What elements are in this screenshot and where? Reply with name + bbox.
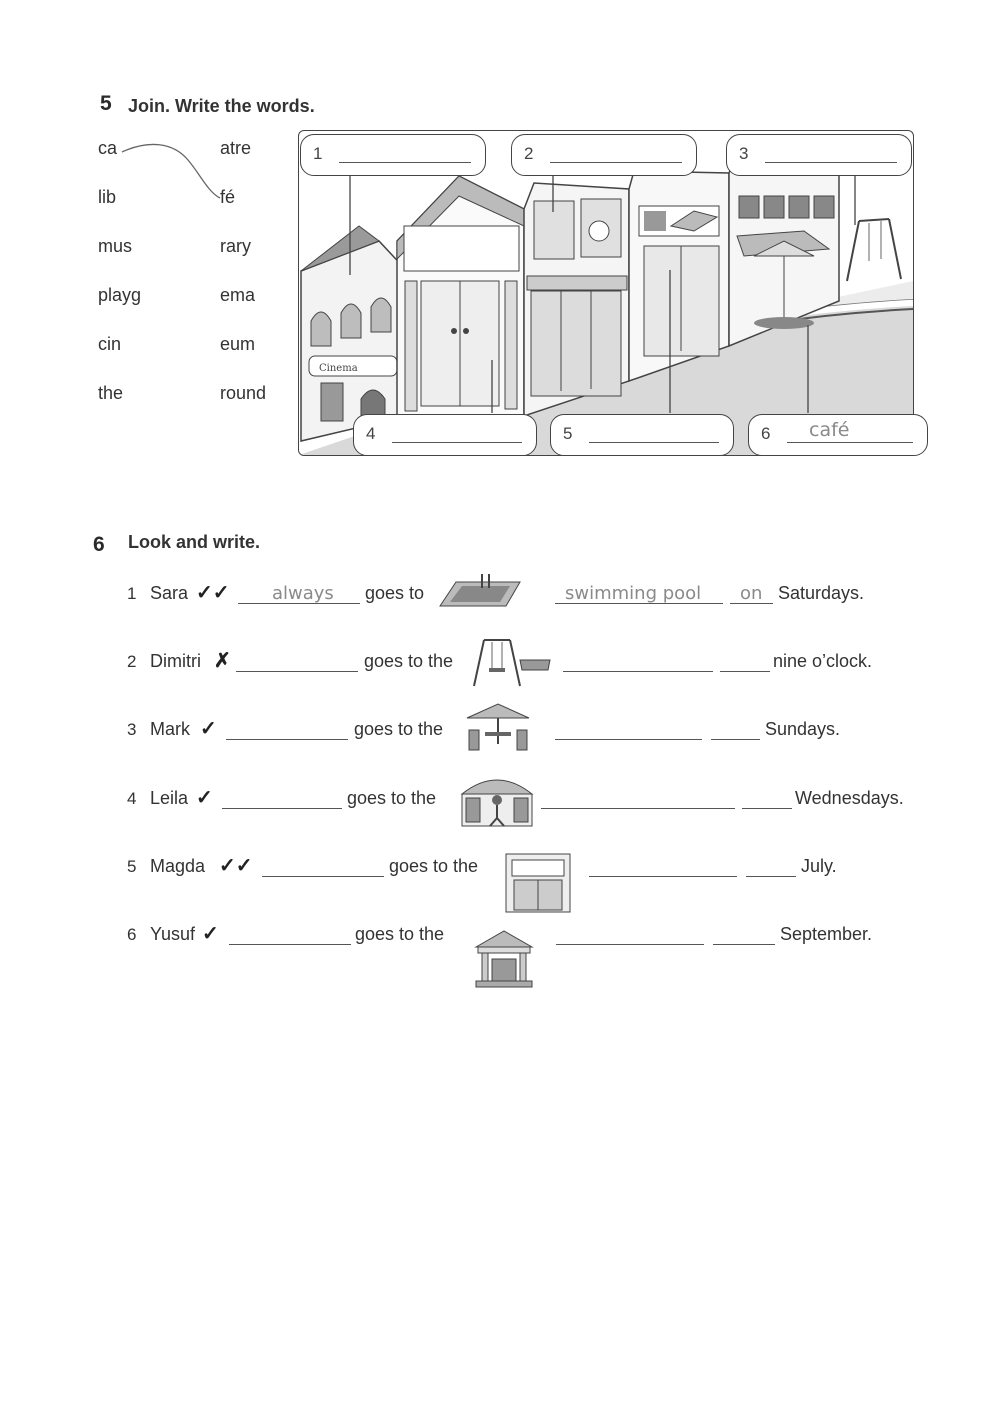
answer-blank-6[interactable] <box>787 442 913 443</box>
row-end-text: Sundays. <box>765 719 841 739</box>
place-blank[interactable] <box>541 808 735 809</box>
goes-to-text: goes to the <box>354 719 444 739</box>
label-box-4 <box>353 414 537 456</box>
row-number: 2 <box>127 652 137 671</box>
syllable-right: round <box>220 383 267 403</box>
playground-icon <box>470 634 552 688</box>
example-preposition: on <box>740 583 763 604</box>
preposition-blank[interactable] <box>746 876 796 877</box>
example-answer: café <box>809 419 850 441</box>
row-end-text: Saturdays. <box>778 583 865 603</box>
row-name: Magda <box>150 856 206 876</box>
answer-blank-2[interactable] <box>550 162 682 163</box>
goes-to-text: goes to the <box>364 651 454 671</box>
frequency-mark: ✓✓ <box>219 855 253 877</box>
frequency-mark: ✓ <box>200 718 217 740</box>
join-line <box>118 140 228 210</box>
exercise-5-title: Join. Write the words. <box>128 96 315 116</box>
label-number: 6 <box>761 424 771 443</box>
theatre-icon <box>504 852 572 914</box>
adverb-blank[interactable] <box>222 808 342 809</box>
label-box-1 <box>300 134 486 176</box>
preposition-blank[interactable] <box>713 944 775 945</box>
answer-blank-5[interactable] <box>589 442 719 443</box>
frequency-mark: ✓ <box>202 923 219 945</box>
syllable-left: the <box>98 383 124 403</box>
label-number: 4 <box>366 424 376 443</box>
label-box-3 <box>726 134 912 176</box>
example-adverb: always <box>272 583 334 604</box>
place-blank[interactable] <box>589 876 737 877</box>
swimming-pool-icon <box>436 572 522 610</box>
label-box-6 <box>748 414 928 456</box>
row-number: 4 <box>127 789 137 808</box>
goes-to-text: goes to the <box>347 788 437 808</box>
cafe-icon <box>461 700 535 754</box>
label-number: 3 <box>739 144 749 163</box>
exercise-5-number: 5 <box>100 92 112 115</box>
label-number: 2 <box>524 144 534 163</box>
row-name: Mark <box>150 719 190 739</box>
syllable-right: ema <box>220 285 256 305</box>
cinema-icon <box>458 770 536 828</box>
row-end-text: July. <box>801 856 837 876</box>
answer-blank-4[interactable] <box>392 442 522 443</box>
syllable-left: lib <box>98 187 117 207</box>
example-place: swimming pool <box>565 583 702 604</box>
place-blank[interactable] <box>563 671 713 672</box>
syllable-left: mus <box>98 236 133 256</box>
museum-icon <box>474 929 534 989</box>
row-name: Dimitri <box>150 651 201 671</box>
svg-text:Cinema: Cinema <box>319 363 358 374</box>
adverb-blank[interactable] <box>229 944 351 945</box>
syllable-left: playg <box>98 285 142 305</box>
label-box-2 <box>511 134 697 176</box>
syllable-right: rary <box>220 236 251 256</box>
adverb-blank[interactable] <box>262 876 384 877</box>
syllable-left: ca <box>98 138 118 158</box>
row-number: 5 <box>127 857 137 876</box>
label-pointers <box>298 130 912 454</box>
frequency-mark: ✗ <box>214 650 231 672</box>
preposition-blank[interactable] <box>711 739 760 740</box>
exercise-6-title: Look and write. <box>128 532 261 552</box>
answer-blank-1[interactable] <box>339 162 471 163</box>
row-end-text: September. <box>780 924 873 944</box>
exercise-6-number: 6 <box>93 533 105 556</box>
goes-to-text: goes to <box>365 583 425 603</box>
row-name: Leila <box>150 788 189 808</box>
frequency-mark: ✓ <box>196 787 213 809</box>
row-end-text: Wednesdays. <box>795 788 904 808</box>
row-number: 3 <box>127 720 137 739</box>
label-number: 1 <box>313 144 323 163</box>
place-blank[interactable] <box>556 944 704 945</box>
syllable-right: atre <box>220 138 252 158</box>
label-number: 5 <box>563 424 573 443</box>
row-number: 6 <box>127 925 137 944</box>
syllable-right: eum <box>220 334 256 354</box>
goes-to-text: goes to the <box>389 856 479 876</box>
row-name: Yusuf <box>150 924 196 944</box>
label-box-5 <box>550 414 734 456</box>
frequency-mark: ✓✓ <box>196 582 230 604</box>
goes-to-text: goes to the <box>355 924 445 944</box>
adverb-blank[interactable] <box>226 739 348 740</box>
syllable-left: cin <box>98 334 122 354</box>
syllable-right: fé <box>220 187 236 207</box>
row-number: 1 <box>127 584 137 603</box>
place-blank[interactable] <box>555 739 702 740</box>
answer-blank-3[interactable] <box>765 162 897 163</box>
row-name: Sara <box>150 583 189 603</box>
row-end-text: nine o’clock. <box>773 651 873 671</box>
preposition-blank[interactable] <box>742 808 792 809</box>
adverb-blank[interactable] <box>236 671 358 672</box>
preposition-blank[interactable] <box>720 671 770 672</box>
